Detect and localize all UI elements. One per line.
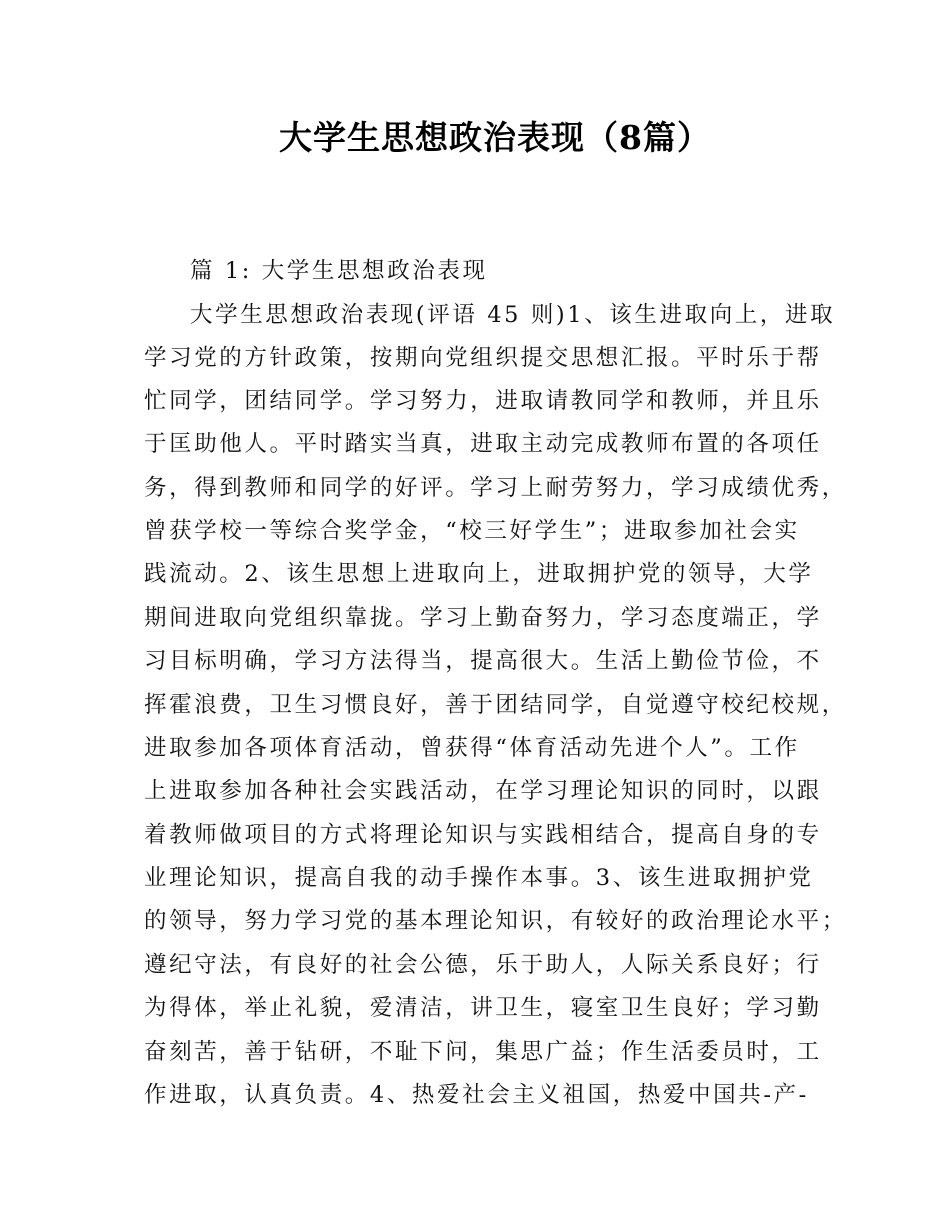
paragraph-line: 期间进取向党组织靠拢。学习上勤奋努力，学习态度端正，学 <box>144 605 822 631</box>
paragraph-line: 奋刻苦，善于钻研，不耻下问，集思广益；作生活委员时，工 <box>144 1039 822 1065</box>
paragraph-line: 上进取参加各种社会实践活动，在学习理论知识的同时，以跟 <box>144 778 822 804</box>
paragraph-line: 着教师做项目的方式将理论知识与实践相结合，提高自身的专 <box>144 822 822 848</box>
paragraph-line: 大学生思想政治表现(评语 45 则)1、该生进取向上，进取 <box>190 302 836 328</box>
paragraph-line: 于匡助他人。平时踏实当真，进取主动完成教师布置的各项任 <box>144 431 822 457</box>
paragraph-line: 的领导，努力学习党的基本理论知识，有较好的政治理论水平； <box>144 908 847 934</box>
paragraph-line: 挥霍浪费，卫生习惯良好，善于团结同学，自觉遵守校纪校规， <box>144 692 847 718</box>
paragraph-line: 业理论知识，提高自我的动手操作本事。3、该生进取拥护党 <box>144 865 814 891</box>
paragraph-line: 遵纪守法，有良好的社会公德，乐于助人，人际关系良好；行 <box>144 952 822 978</box>
paragraph-line: 务，得到教师和同学的好评。学习上耐劳努力，学习成绩优秀， <box>144 475 847 501</box>
paragraph-line: 习目标明确，学习方法得当，提高很大。生活上勤俭节俭，不 <box>144 648 822 674</box>
paragraph-line: 学习党的方针政策，按期向党组织提交思想汇报。平时乐于帮 <box>144 345 822 371</box>
paragraph-line: 为得体，举止礼貌，爱清洁，讲卫生，寝室卫生良好；学习勤 <box>144 995 822 1021</box>
paragraph-line: 忙同学，团结同学。学习努力，进取请教同学和教师，并且乐 <box>144 388 822 414</box>
paragraph-line: 作进取，认真负责。4、热爱社会主义祖国，热爱中国共-产- <box>144 1082 809 1108</box>
paragraph-line: 践流动。2、该生思想上进取向上，进取拥护党的领导，大学 <box>144 561 814 587</box>
paragraph-line: 曾获学校一等综合奖学金，“校三好学生”；进取参加社会实 <box>144 518 800 544</box>
section-heading: 篇 1: 大学生思想政治表现 <box>190 258 488 284</box>
paragraph-line: 进取参加各项体育活动，曾获得“体育活动先进个人”。工作 <box>144 735 800 761</box>
document-title: 大学生思想政治表现（8篇） <box>279 118 711 157</box>
